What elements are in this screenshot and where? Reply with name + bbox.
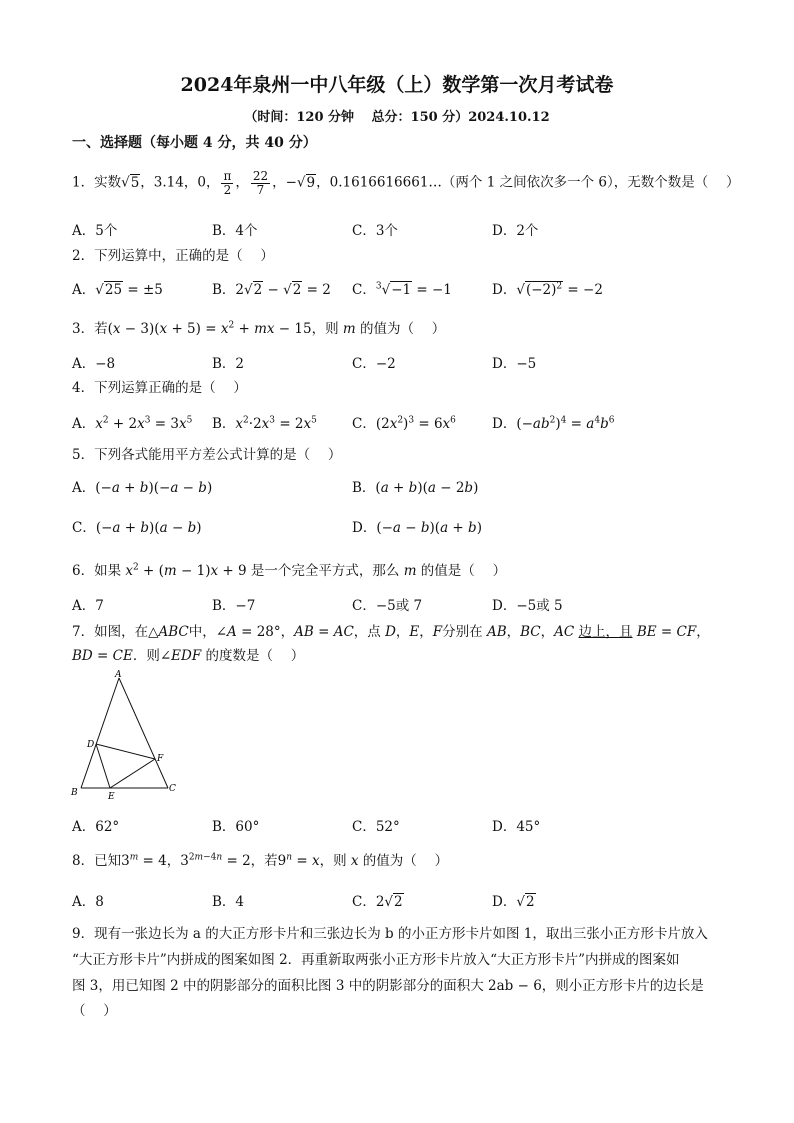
q6-option-c: C．−5或 7	[352, 598, 423, 614]
q6-option-d: D．−5或 5	[492, 598, 563, 614]
label-a: A	[115, 670, 122, 680]
question-9-line-2: “大正方形卡片”内拼成的图案如图 2．再重新取两张小正方形卡片放入“大正方形卡片”内拼成的图案如	[72, 952, 680, 968]
q4-option-a: A．$x^2 + 2x^3 = 3x^5$	[72, 415, 193, 432]
label-d: D	[87, 740, 95, 750]
q5-option-d: D．(−a − b)(a + b)	[352, 520, 482, 536]
question-7-line-1: 7．如图，在△ABC中，∠A = 28°，AB = AC，点 D，E，F分别在 AB，BC，AC 边上，且 BE = CF，	[72, 624, 710, 640]
q1-middle: ，3.14，0，	[140, 174, 220, 191]
label-f: F	[157, 754, 164, 764]
q3-option-d: D．−5	[492, 356, 537, 372]
q1-option-b: B．4个	[212, 223, 258, 239]
question-6: 6．如果 $x^2 + (m - 1)x + 9$ 是一个完全平方式，那么 m 的值是（ ）	[72, 562, 507, 579]
question-9-line-3: 图 3，用已知图 2 中的阴影部分的面积比图 3 中的阴影部分的面积大 2ab − 6，则小正方形卡片的边长是	[72, 978, 704, 994]
q1-option-d: D．2个	[492, 223, 539, 239]
page-title: 2024年泉州一中八年级（上）数学第一次月考试卷	[180, 74, 614, 96]
label-b: B	[71, 788, 78, 798]
q8-option-a: A．8	[72, 894, 104, 910]
question-4: 4．下列运算正确的是（ ）	[72, 380, 247, 396]
q5-option-a: A．(−a + b)(−a − b)	[72, 480, 213, 496]
question-9-line-4: （ ）	[72, 1003, 117, 1019]
q7-option-c: C．52°	[352, 819, 400, 835]
question-8: 8．已知$3^m = 4$，$3^{2m-4n} = 2$，若$9^n = x$，则 x 的值为（ ）	[72, 852, 449, 869]
q7-option-a: A．62°	[72, 819, 120, 835]
q5-option-b: B．(a + b)(a − 2b)	[352, 480, 479, 496]
q2-option-c: C．$^3$√−1 = −1	[352, 281, 452, 298]
q1-tail: ，0.1616616661…（两个 1 之间依次多一个 6），无数个数是（ ）	[316, 174, 740, 191]
q7-option-b: B．60°	[212, 819, 260, 835]
question-2: 2．下列运算中，正确的是（ ）	[72, 248, 274, 264]
q1-option-a: A．5个	[72, 223, 118, 239]
question-7-line-2: BD = CE．则∠EDF 的度数是（ ）	[72, 648, 305, 664]
q3-option-c: C．−2	[352, 356, 396, 372]
q2-option-b: B．2√2 − √2 = 2	[212, 282, 331, 298]
question-9-line-1: 9．现有一张边长为 a 的大正方形卡片和三张边长为 b 的小正方形卡片如图 1，取出三张小正方形卡片放入	[72, 926, 708, 942]
q6-option-b: B．−7	[212, 598, 256, 614]
question-3: 3．若$(x - 3)(x + 5) = x^2$ + mx − 15，则 m 的值为（ ）	[72, 320, 446, 337]
label-c: C	[169, 784, 176, 794]
q4-option-d: D．$(-ab^2)^4 = a^4b^6$	[492, 415, 615, 432]
q6-option-a: A．7	[72, 598, 104, 614]
triangle-figure	[66, 668, 184, 804]
q7-option-d: D．45°	[492, 819, 541, 835]
q8-option-b: B．4	[212, 894, 245, 910]
q4-option-b: B．$x^2\cdot 2x^3 = 2x^5$	[212, 415, 317, 432]
label-e: E	[108, 792, 115, 802]
q1-option-c: C．3个	[352, 223, 398, 239]
q5-option-c: C．(−a + b)(a − b)	[72, 520, 202, 536]
exam-info: （时间：120 分钟 总分：150 分）2024.10.12	[244, 110, 550, 125]
q8-option-d: D．√2	[492, 894, 535, 910]
section-title: 一、选择题（每小题 4 分，共 40 分）	[72, 135, 317, 151]
q2-option-a: A．√25 = ±5	[72, 282, 163, 298]
q3-option-b: B．2	[212, 356, 245, 372]
question-5: 5．下列各式能用平方差公式计算的是（ ）	[72, 447, 342, 463]
q4-option-c: C．$(2x^2)^3 = 6x^6$	[352, 415, 456, 432]
q8-option-c: C．2√2	[352, 894, 403, 910]
q1-prefix: 1．实数	[72, 174, 122, 191]
question-1: 1．实数√5，3.14，0， $\frac{\pi}{2}$ ， $\frac{22}{7}$ ，−√9，0.1616616661…（两个 1 之间依次多一个 6），无数个数是（ ）	[72, 169, 740, 197]
q2-option-d: D．$√(-2)^2 = -2$	[492, 281, 603, 298]
q3-option-a: A．−8	[72, 356, 116, 372]
